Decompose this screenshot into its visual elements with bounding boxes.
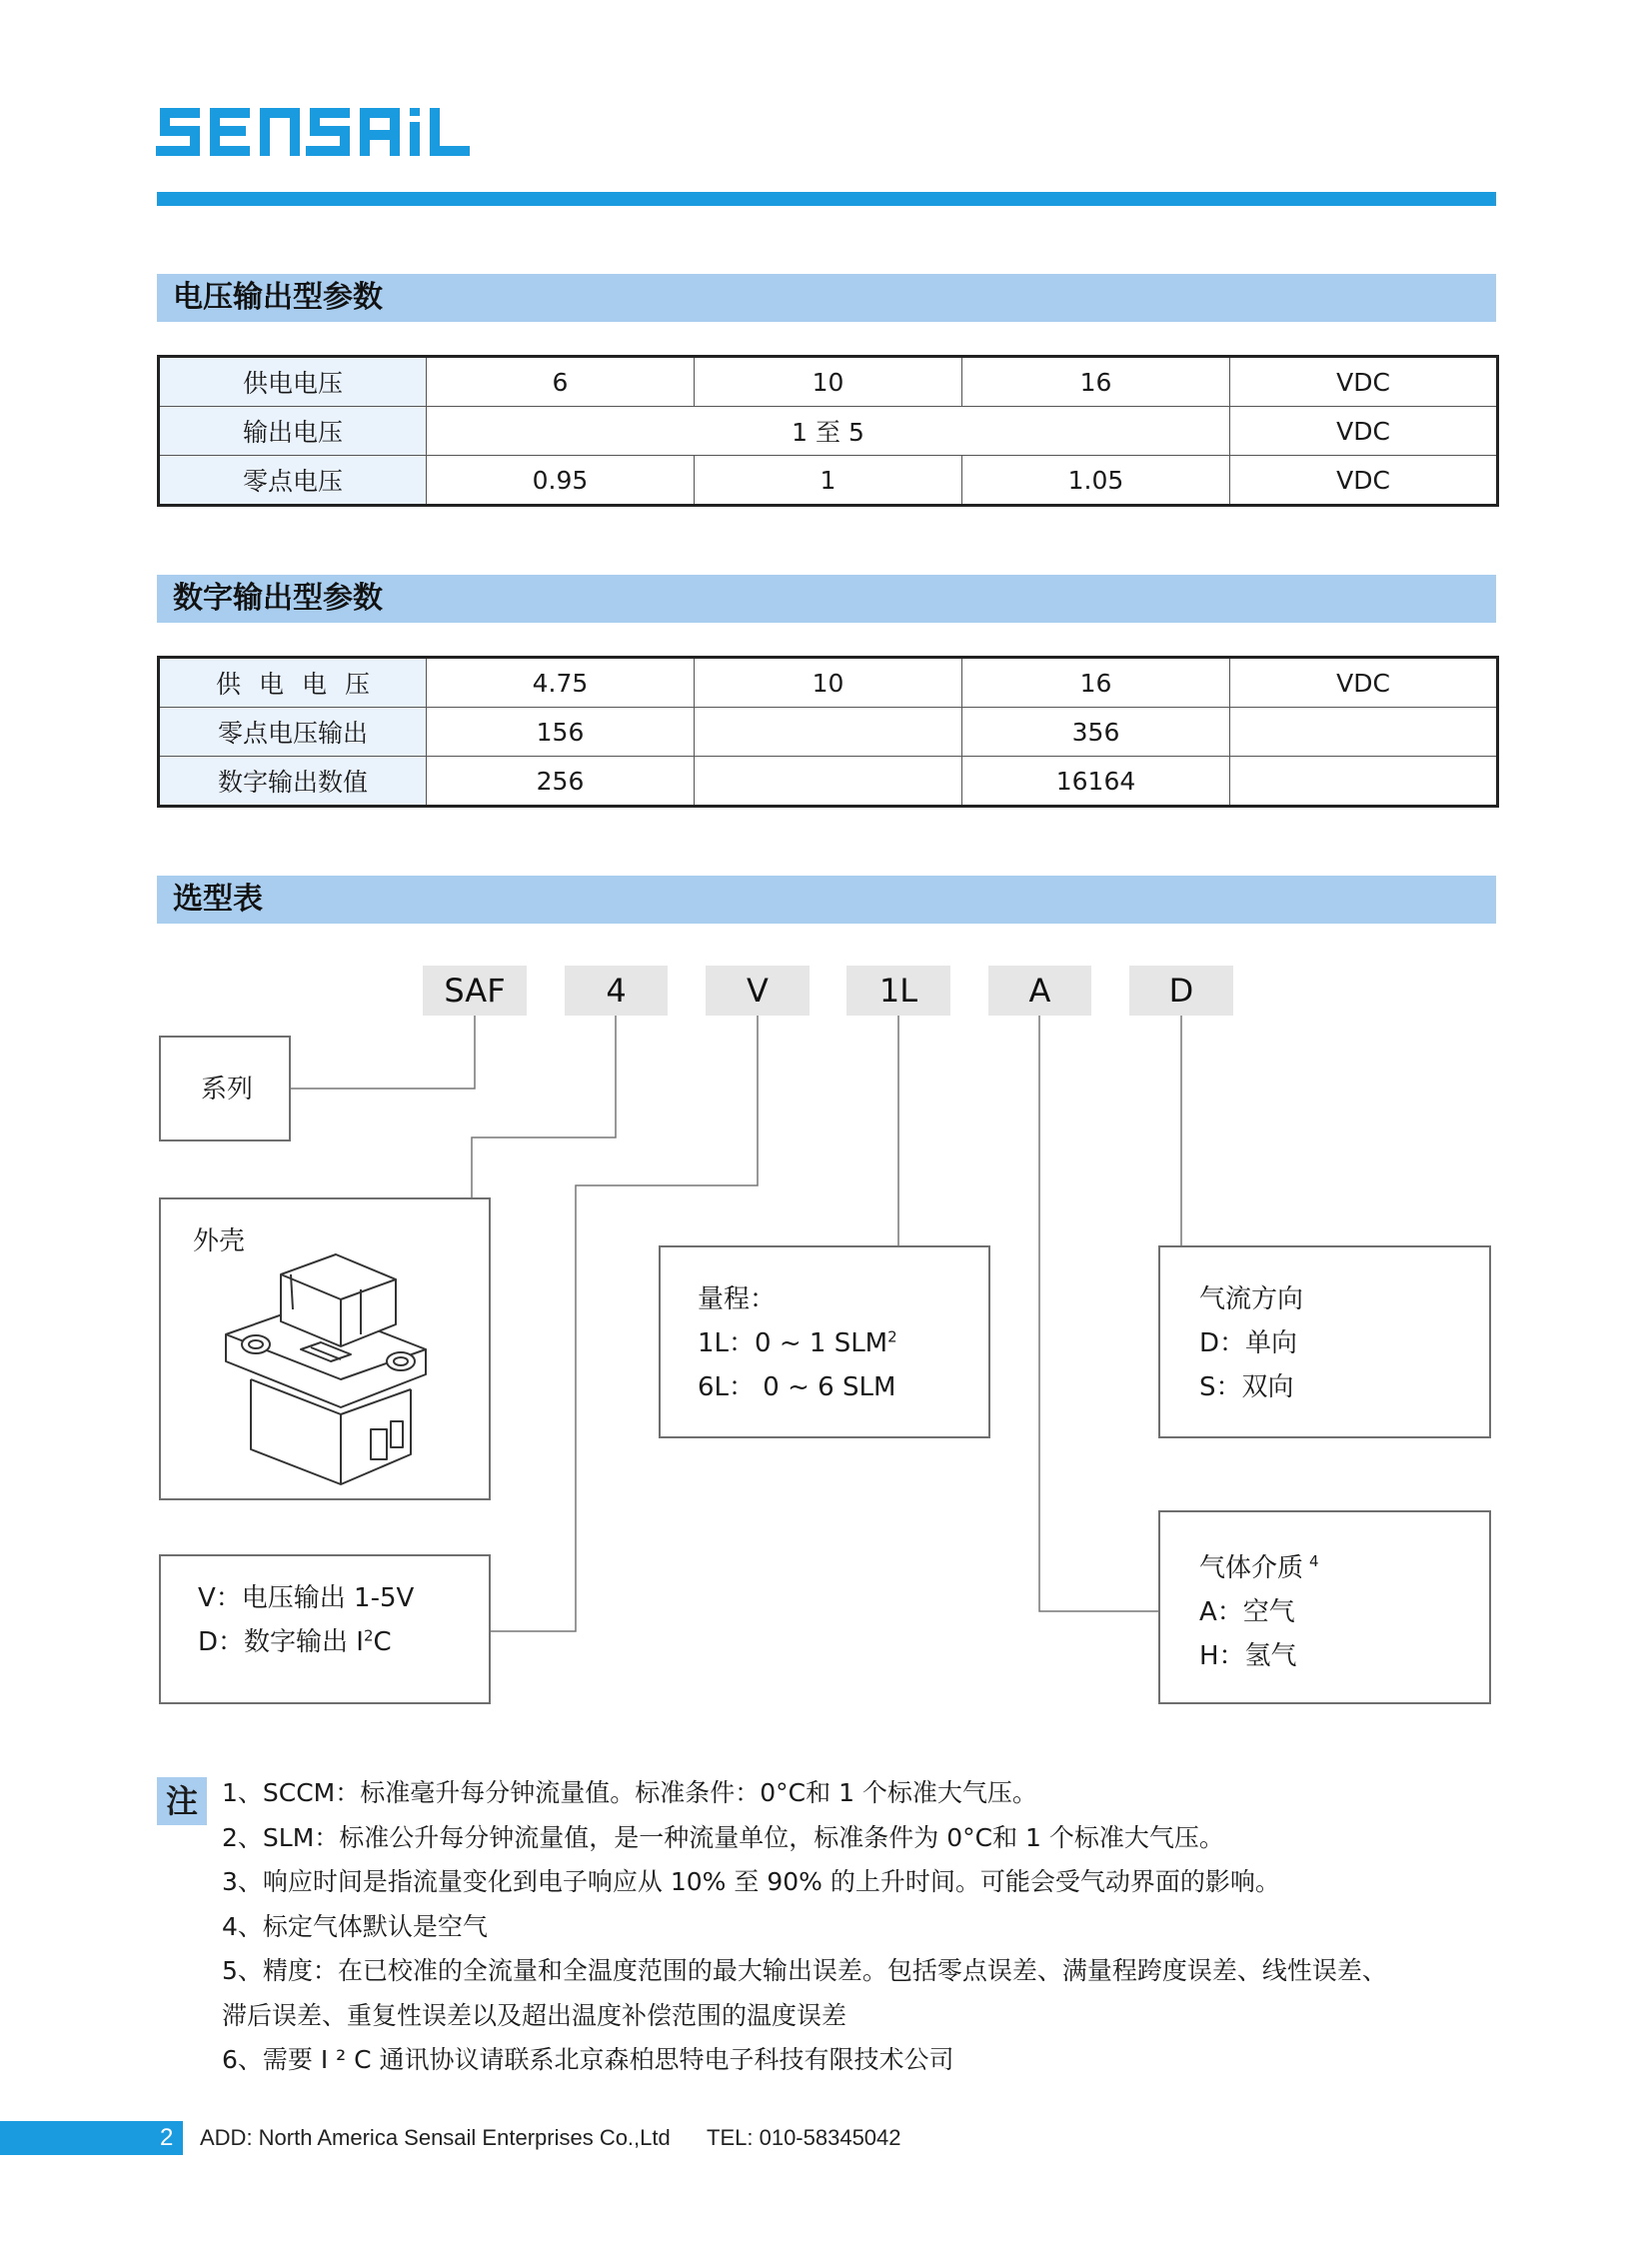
sensor-housing-icon	[221, 1249, 441, 1489]
housing-label: 外壳	[193, 1226, 246, 1256]
range-box	[659, 1245, 990, 1438]
table-row	[159, 357, 1498, 407]
table-cell: 256	[427, 757, 695, 807]
row-label: 数字输出数值	[159, 757, 427, 807]
table-cell: 356	[962, 708, 1230, 757]
voltage-param-table	[157, 355, 1499, 507]
code-housing: 4	[565, 966, 668, 1016]
page-number: 2	[160, 2124, 174, 2151]
digital-section-title: 数字输出型参数	[157, 575, 1496, 623]
unit-cell: VDC	[1230, 357, 1498, 407]
table-row	[159, 456, 1498, 506]
note-item: 2、SLM：标准公升每分钟流量值，是一种流量单位，标准条件为 0°C和 1 个标准大气压。	[222, 1822, 1224, 1852]
note-item: 6、需要 I ² C 通讯协议请联系北京森柏思特电子科技有限技术公司	[222, 2045, 954, 2074]
unit-cell: VDC	[1230, 658, 1498, 708]
superscript: 2	[887, 1327, 897, 1346]
range-1l-text: 1L：0 ~ 1 SLM	[698, 1328, 888, 1358]
note-item: 5、精度：在已校准的全流量和全温度范围的最大输出误差。包括零点误差、满量程跨度误差、线性误差、	[222, 1956, 1387, 1985]
code-gas: A	[988, 966, 1091, 1016]
output-option-voltage: V：电压输出 1-5V	[198, 1583, 415, 1613]
note-item: 滞后误差、重复性误差以及超出温度补偿范围的温度误差	[222, 2000, 847, 2030]
range-title: 量程：	[698, 1284, 777, 1314]
series-box	[159, 1036, 291, 1141]
row-label: 输出电压	[159, 407, 427, 456]
range-option-6l: 6L： 0 ~ 6 SLM	[698, 1372, 896, 1402]
range-option-1l	[698, 1321, 897, 1365]
gas-medium-box	[1158, 1510, 1491, 1704]
unit-cell	[1230, 757, 1498, 807]
unit-cell: VDC	[1230, 407, 1498, 456]
table-cell: 16	[962, 357, 1230, 407]
header-accent-bar	[157, 192, 1496, 206]
voltage-section-title: 电压输出型参数	[157, 274, 1496, 322]
flow-option-d: D：单向	[1199, 1328, 1298, 1358]
code-output: V	[706, 966, 810, 1016]
notes-list	[222, 1771, 1511, 2083]
row-label: 零点电压	[159, 456, 427, 506]
table-cell	[695, 708, 962, 757]
table-cell: 4.75	[427, 658, 695, 708]
code-flow: D	[1129, 966, 1233, 1016]
unit-cell	[1230, 708, 1498, 757]
table-cell: 156	[427, 708, 695, 757]
table-cell: 1.05	[962, 456, 1230, 506]
row-label: 供电电压	[159, 658, 427, 708]
code-series: SAF	[423, 966, 527, 1016]
table-cell: 10	[695, 357, 962, 407]
footer-accent-bar	[0, 2121, 183, 2155]
flow-title: 气流方向	[1199, 1284, 1304, 1314]
row-label: 供电电压	[159, 357, 427, 407]
table-cell	[695, 757, 962, 807]
row-label: 零点电压输出	[159, 708, 427, 757]
note-item: 3、响应时间是指流量变化到电子响应从 10% 至 90% 的上升时间。可能会受气动界面的影响。	[222, 1867, 1280, 1896]
table-row	[159, 407, 1498, 456]
table-cell: 0.95	[427, 456, 695, 506]
table-cell: 16164	[962, 757, 1230, 807]
table-row	[159, 757, 1498, 807]
gas-option-a: A：空气	[1199, 1597, 1295, 1627]
housing-box	[159, 1197, 491, 1500]
table-cell: 6	[427, 357, 695, 407]
output-option-digital	[198, 1620, 392, 1664]
flow-option-s: S：双向	[1199, 1372, 1294, 1402]
sensail-logo-mark	[156, 100, 476, 170]
table-row	[159, 708, 1498, 757]
table-cell: 16	[962, 658, 1230, 708]
note-item: 1、SCCM：标准毫升每分钟流量值。标准条件：0°C和 1 个标准大气压。	[222, 1778, 1037, 1807]
superscript: 2	[363, 1626, 374, 1645]
selection-section-title: 选型表	[157, 876, 1496, 924]
sensail-logo	[156, 100, 476, 170]
output-digital-suffix: C	[373, 1627, 392, 1657]
gas-option-h: H：氢气	[1199, 1641, 1297, 1671]
gas-title	[1199, 1546, 1319, 1590]
output-digital-text: D：数字输出 I	[198, 1627, 364, 1657]
unit-cell: VDC	[1230, 456, 1498, 506]
note-item: 4、标定气体默认是空气	[222, 1911, 488, 1941]
superscript: 4	[1309, 1552, 1319, 1571]
table-cell: 10	[695, 658, 962, 708]
series-label: 系列	[201, 1075, 254, 1105]
notes-tag: 注	[157, 1777, 207, 1825]
code-range: 1L	[846, 966, 950, 1016]
table-row	[159, 658, 1498, 708]
digital-param-table	[157, 656, 1499, 808]
table-cell-merged: 1 至 5	[427, 407, 1230, 456]
gas-title-text: 气体介质	[1199, 1553, 1304, 1583]
output-type-box	[159, 1554, 491, 1704]
table-cell: 1	[695, 456, 962, 506]
footer-address: ADD: North America Sensail Enterprises Co.,Ltd TEL: 010-58345042	[200, 2125, 901, 2150]
flow-direction-box	[1158, 1245, 1491, 1438]
